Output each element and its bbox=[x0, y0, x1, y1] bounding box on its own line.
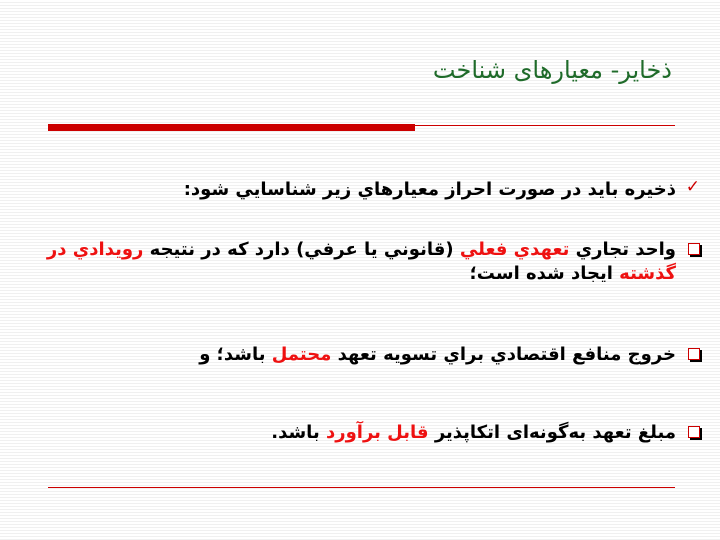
highlight-text: رويدادي در گذشته bbox=[46, 239, 676, 284]
text-segment: مبلغ تعهد به‌گونه‌ای اتكاپذير bbox=[428, 422, 676, 443]
list-item-text bbox=[40, 238, 676, 286]
text-segment: ذخيره بايد در صورت احراز معيارهاي زير شناسايي شود: bbox=[183, 179, 676, 200]
list-item-text bbox=[40, 343, 676, 367]
text-segment: باشد. bbox=[271, 422, 326, 443]
highlight-text: محتمل bbox=[271, 344, 332, 365]
list-item-text bbox=[40, 421, 676, 445]
list-item-definition bbox=[40, 178, 700, 202]
title-underline-thick bbox=[48, 124, 415, 131]
footer-divider bbox=[48, 487, 675, 488]
text-segment: (قانوني يا عرفي) دارد كه در نتيجه bbox=[143, 239, 460, 260]
text-segment: ايجاد شده است؛ bbox=[469, 263, 620, 284]
list-item-estimate bbox=[40, 421, 700, 445]
square-bullet-icon bbox=[688, 348, 700, 360]
list-item-text bbox=[40, 178, 676, 202]
title-underline-thin bbox=[415, 125, 675, 126]
slide-title: ذخاير- معيارهای شناخت bbox=[432, 56, 672, 84]
square-bullet-icon bbox=[688, 426, 700, 438]
highlight-text: تعهدي فعلي bbox=[459, 239, 570, 260]
list-item-obligation bbox=[40, 238, 700, 286]
text-segment: باشد؛ و bbox=[199, 344, 272, 365]
text-segment: واحد تجاري bbox=[569, 239, 676, 260]
text-segment: خروج منافع اقتصادي براي تسويه تعهد bbox=[331, 344, 676, 365]
square-bullet-icon bbox=[688, 243, 700, 255]
highlight-text: قابل برآورد bbox=[325, 422, 429, 443]
checkmark-icon: ✓ bbox=[685, 177, 700, 197]
list-item-outflow bbox=[40, 343, 700, 367]
